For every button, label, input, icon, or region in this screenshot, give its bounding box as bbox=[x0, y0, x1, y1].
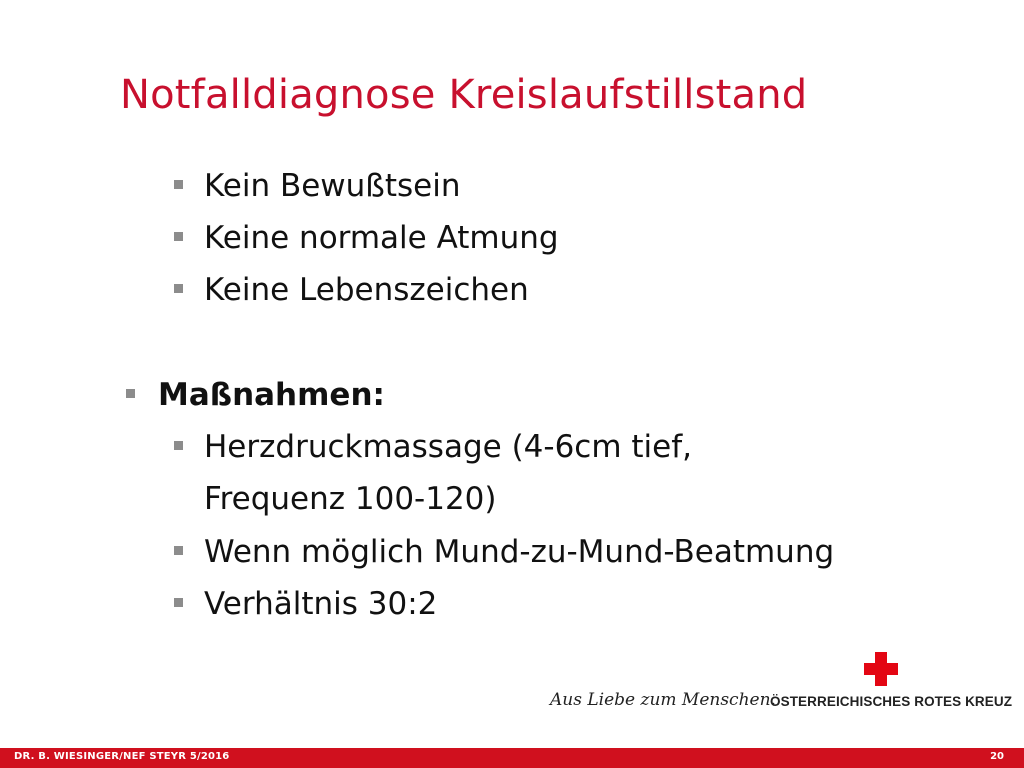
list-item-heading: Maßnahmen: bbox=[158, 377, 385, 413]
bullet-marker-icon bbox=[126, 389, 135, 398]
footer-bar bbox=[0, 748, 1024, 768]
slogan: Aus Liebe zum Menschen. bbox=[550, 690, 776, 710]
list-item: Herzdruckmassage (4-6cm tief, bbox=[204, 429, 692, 465]
slide-title: Notfalldiagnose Kreislaufstillstand bbox=[120, 72, 808, 118]
red-cross-icon bbox=[864, 652, 898, 686]
list-item: Kein Bewußtsein bbox=[204, 168, 461, 204]
page-number: 20 bbox=[990, 751, 1004, 762]
list-item: Verhältnis 30:2 bbox=[204, 586, 438, 622]
list-item: Wenn möglich Mund-zu-Mund-Beatmung bbox=[204, 534, 835, 570]
organization-name: ÖSTERREICHISCHES ROTES KREUZ bbox=[770, 694, 1013, 709]
bullet-marker-icon bbox=[174, 546, 183, 555]
list-item: Keine normale Atmung bbox=[204, 220, 559, 256]
bullet-marker-icon bbox=[174, 284, 183, 293]
footer-author: DR. B. WIESINGER/NEF STEYR 5/2016 bbox=[14, 751, 230, 762]
bullet-marker-icon bbox=[174, 180, 183, 189]
list-item-continuation: Frequenz 100-120) bbox=[204, 481, 497, 517]
list-item: Keine Lebenszeichen bbox=[204, 272, 529, 308]
bullet-marker-icon bbox=[174, 598, 183, 607]
bullet-marker-icon bbox=[174, 232, 183, 241]
bullet-marker-icon bbox=[174, 441, 183, 450]
